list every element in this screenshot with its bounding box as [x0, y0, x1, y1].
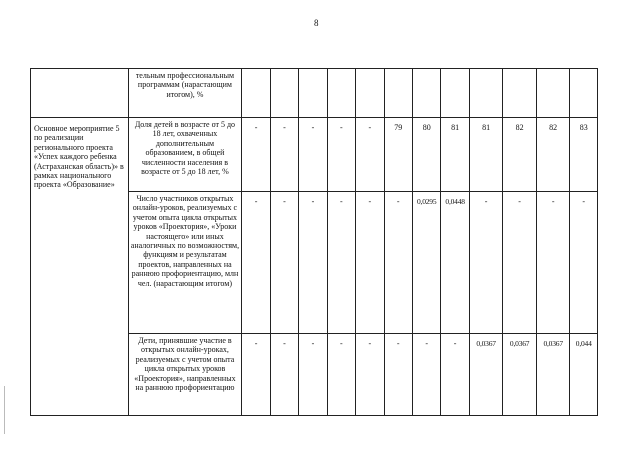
indicators-table: [30, 68, 598, 416]
value-cell: -: [327, 334, 355, 416]
value-cell: 83: [570, 118, 598, 192]
value-cell: -: [299, 118, 327, 192]
value-cell: 0,0295: [412, 192, 440, 334]
value-cell: -: [270, 192, 298, 334]
event-cell-empty: [31, 69, 129, 118]
value-cell: 82: [536, 118, 570, 192]
value-cell: 0,0367: [536, 334, 570, 416]
value-cell: 81: [441, 118, 469, 192]
value-cell: -: [356, 118, 384, 192]
value-cell: 82: [503, 118, 537, 192]
value-cell: 80: [412, 118, 440, 192]
event-cell: Основное мероприятие 5 по реализации регионального проекта «Успех каждого ребенка (Астраханская область)» в рамках национального проекта «Образование»: [31, 118, 129, 416]
value-cell: -: [356, 334, 384, 416]
value-cell: 0,0367: [503, 334, 537, 416]
value-cell: -: [242, 334, 270, 416]
value-cell: -: [327, 192, 355, 334]
page-number: 8: [314, 18, 319, 28]
value-cell: -: [441, 334, 469, 416]
indicator-cell: Доля детей в возрасте от 5 до 18 лет, охваченных дополнительным образованием, в общей численности населения в возрасте от 5 до 18 лет, %: [128, 118, 242, 192]
value-cell: [242, 69, 270, 118]
indicator-cell: тельным профессиональным программам (нарастающим итогом), %: [128, 69, 242, 118]
value-cell: 0,0367: [469, 334, 503, 416]
value-cell: 79: [384, 118, 412, 192]
value-cell: -: [327, 118, 355, 192]
value-cell: [570, 69, 598, 118]
value-cell: [441, 69, 469, 118]
value-cell: [270, 69, 298, 118]
value-cell: 0,044: [570, 334, 598, 416]
value-cell: [327, 69, 355, 118]
value-cell: [384, 69, 412, 118]
value-cell: -: [384, 334, 412, 416]
value-cell: -: [469, 192, 503, 334]
value-cell: -: [536, 192, 570, 334]
value-cell: [503, 69, 537, 118]
indicator-cell: Дети, принявшие участие в открытых онлайн-уроках, реализуемых с учетом опыта цикла открытых уроков «Проектория», направленных на раннюю профориентацию: [128, 334, 242, 416]
value-cell: -: [270, 118, 298, 192]
value-cell: -: [299, 334, 327, 416]
scan-edge-mark: [4, 386, 5, 434]
value-cell: -: [570, 192, 598, 334]
value-cell: [299, 69, 327, 118]
value-cell: [412, 69, 440, 118]
value-cell: -: [270, 334, 298, 416]
value-cell: [356, 69, 384, 118]
value-cell: [536, 69, 570, 118]
value-cell: -: [242, 192, 270, 334]
table-row: [31, 118, 598, 192]
value-cell: -: [299, 192, 327, 334]
value-cell: 0,0448: [441, 192, 469, 334]
value-cell: 81: [469, 118, 503, 192]
value-cell: -: [356, 192, 384, 334]
value-cell: -: [412, 334, 440, 416]
table-row-continuation: [31, 69, 598, 118]
indicator-cell: Число участников открытых онлайн-уроков, реализуемых с учетом опыта цикла открытых уроков «Проектория», «Уроки настоящего» или иных аналогичных по возможностям, функциям и результатам проектов, направленных на раннюю профориентацию, млн чел. (нарастающим итогом): [128, 192, 242, 334]
value-cell: -: [242, 118, 270, 192]
value-cell: -: [384, 192, 412, 334]
value-cell: [469, 69, 503, 118]
value-cell: -: [503, 192, 537, 334]
